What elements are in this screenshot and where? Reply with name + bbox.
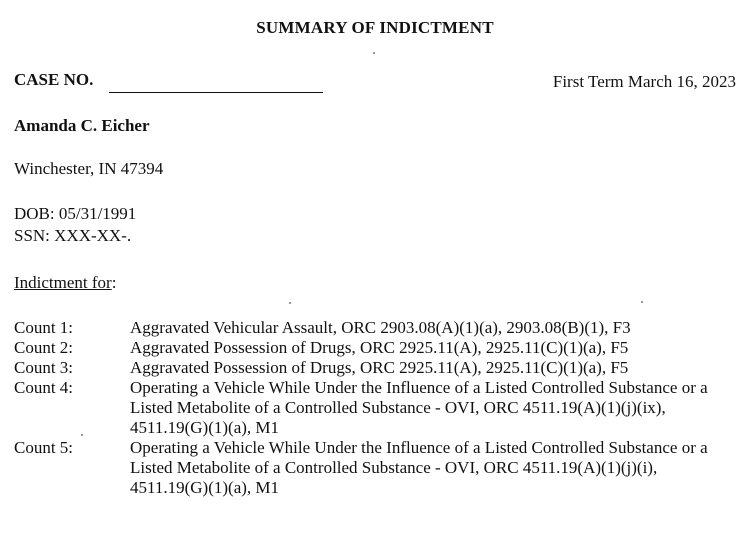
- count-label: Count 2:: [14, 338, 74, 357]
- scan-speck: [373, 52, 375, 54]
- count-row: [14, 378, 734, 438]
- count-row: [14, 438, 734, 498]
- scan-speck: [641, 301, 643, 303]
- count-label: Count 1:: [14, 318, 74, 337]
- term-date: First Term March 16, 2023: [552, 72, 736, 91]
- case-number-row: [14, 70, 736, 98]
- count-text: Aggravated Vehicular Assault, ORC 2903.08(A)(1)(a), 2903.08(B)(1), F3: [130, 318, 631, 337]
- count-text: Operating a Vehicle While Under the Influence of a Listed Controlled Substance or a Listed Metabolite of a Controlled Substance - OVI, ORC 4511.19(A)(1)(j)(i), 4511.19(G)(1)(a), M1: [130, 438, 708, 497]
- counts-list: [14, 318, 734, 498]
- count-text: Aggravated Possession of Drugs, ORC 2925.11(A), 2925.11(C)(1)(a), F5: [130, 338, 629, 357]
- scan-speck: [81, 434, 83, 436]
- count-row: [14, 338, 734, 358]
- defendant-identifiers: [14, 203, 136, 247]
- count-label: Count 4:: [14, 378, 74, 397]
- count-text: Operating a Vehicle While Under the Influence of a Listed Controlled Substance or a Listed Metabolite of a Controlled Substance - OVI, ORC 4511.19(A)(1)(j)(ix), 4511.19(G)(1)(a), M1: [130, 378, 708, 437]
- indictment-for-colon: :: [111, 273, 117, 292]
- defendant-dob: DOB: 05/31/1991: [14, 204, 137, 223]
- scan-speck: [289, 302, 291, 304]
- case-number-blank-line: [109, 92, 323, 93]
- case-number-label: CASE NO.: [14, 70, 94, 89]
- defendant-address: Winchester, IN 47394: [14, 159, 164, 178]
- count-text: Aggravated Possession of Drugs, ORC 2925.11(A), 2925.11(C)(1)(a), F5: [130, 358, 629, 377]
- indictment-for-heading: [14, 273, 116, 293]
- count-label: Count 5:: [14, 438, 74, 457]
- count-label: Count 3:: [14, 358, 74, 377]
- document-title: SUMMARY OF INDICTMENT: [256, 18, 494, 37]
- count-row: [14, 358, 734, 378]
- indictment-for-label: Indictment for: [14, 273, 112, 292]
- defendant-name: Amanda C. Eicher: [14, 116, 150, 135]
- count-row: [14, 318, 734, 338]
- defendant-ssn: SSN: XXX-XX-.: [14, 226, 132, 245]
